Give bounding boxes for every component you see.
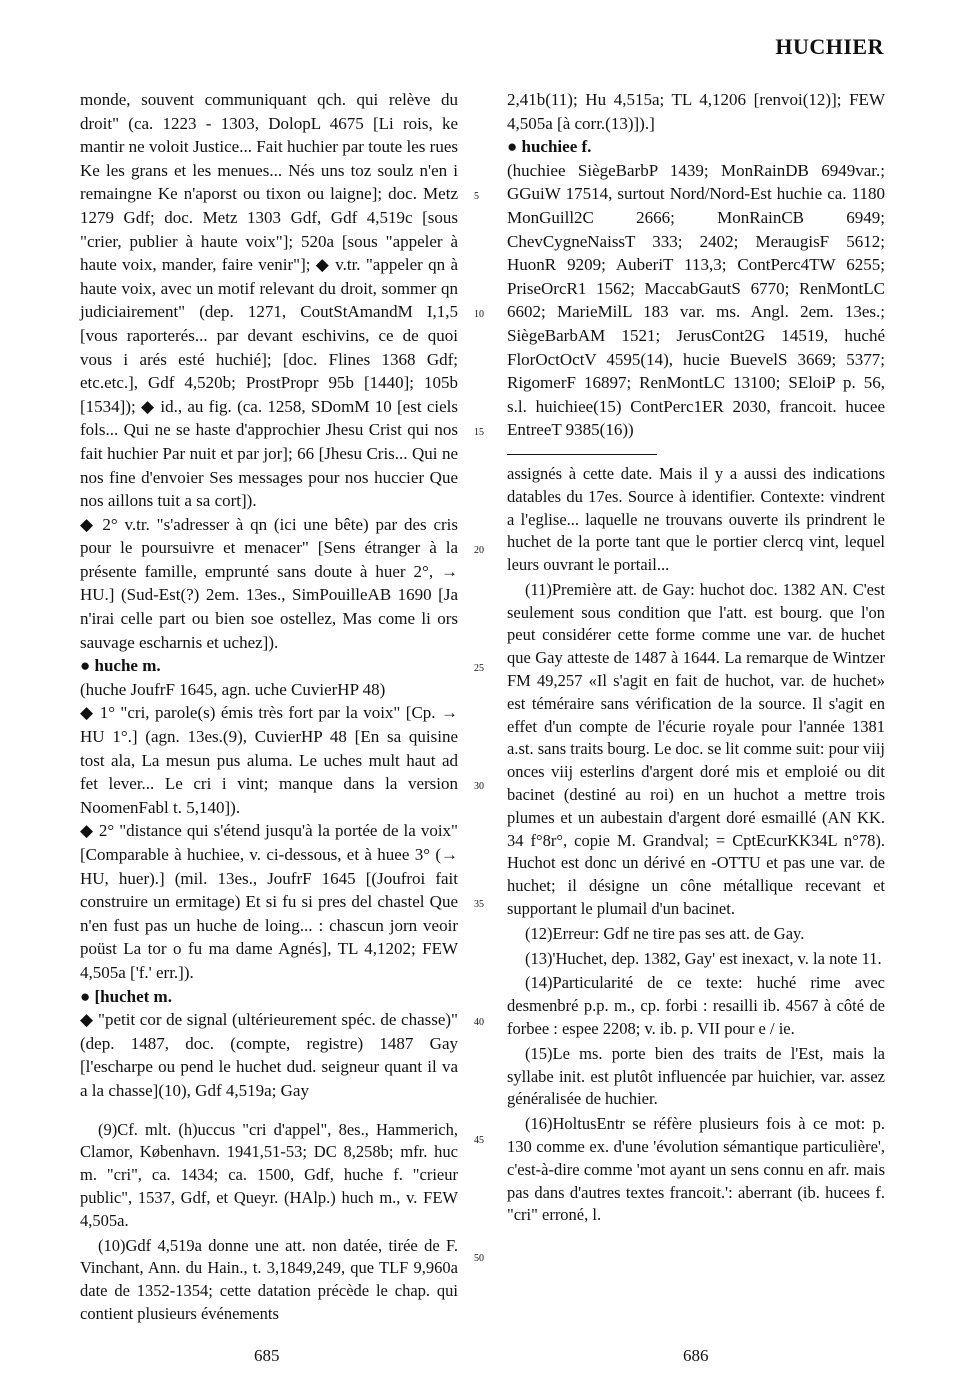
- right-column: [507, 88, 885, 1229]
- line-number: 50: [474, 1253, 484, 1264]
- paragraph: ◆ 2° "distance qui s'étend jusqu'à la portée de la voix" [Comparable à huchiee, v. ci-dessous, et à huee 3° (→ HU, huer).] (mil. 13es., JoufrF 1645 [(Joufroi fait construire un ermitage) Et si fu si pres del chastel Que n'en fust pas un huche de loing... : chascun jorn veoir poüst La tor o fu ma dame Agnés], TL 4,1202; FEW 4,505a ['f.' err.]).: [80, 821, 458, 982]
- paragraph: (huche JoufrF 1645, agn. uche CuvierHP 48): [80, 679, 386, 699]
- lemma-heading: ● [huchet m.: [80, 986, 172, 1006]
- line-number: 40: [474, 1017, 484, 1028]
- footnote: assignés à cette date. Mais il y a aussi des indications datables du 17es. Source à identifier. Contexte: vindrent a l'eglise... laquelle ne trouvans ouverte ils prindrent le huchet de la porte tant que le portier clercq vint, lequel leurs ouvrant le portail...: [507, 463, 885, 575]
- page-number-left: 685: [254, 1346, 280, 1365]
- lemma-heading: ● huche m.: [80, 656, 161, 676]
- footnotes-left: [80, 1119, 458, 1326]
- running-head: HUCHIER: [775, 34, 884, 59]
- footnote: (9)Cf. mlt. (h)uccus "cri d'appel", 8es., Hammerich, Clamor, København. 1941,51-53; DC 8,258b; mfr. huc m. "cri", ca. 1434; ca. 1500, Gdf, huche f. "crieur public", 1537, Gdf, et Queyr. (HAlp.) huch m., v. FEW 4,505a.: [80, 1119, 458, 1230]
- footnote: (12)Erreur: Gdf ne tire pas ses att. de Gay.: [525, 923, 805, 943]
- line-number: 30: [474, 781, 484, 792]
- line-number: 15: [474, 427, 484, 438]
- footnote: (15)Le ms. porte bien des traits de l'Est, mais la syllabe init. est plutôt influencée par huichier, var. assez généralisée de huchier.: [507, 1043, 885, 1109]
- footnote: (16)HoltusEntr se réfère plusieurs fois à ce mot: p. 130 comme ex. d'une 'évolution sémantique particulière', c'est-à-dire comme 'mot ayant un sens connu en afr. mais pas dans d'autres textes francoit.': aberrant (ib. hucees f. "cri" erroné, l.: [507, 1114, 885, 1225]
- paragraph: ◆ 1° "cri, parole(s) émis très fort par la voix" [Cp. → HU 1°.] (agn. 13es.(9), CuvierHP 48 [En sa quisine tost ala, La mesun pus aluma. Le uches mult haut ad fet lever... Le cri i vint; manque dans la version NoomenFabl t. 5,140]).: [80, 703, 458, 817]
- paragraph: ◆ "petit cor de signal (ultérieurement spéc. de chasse)" (dep. 1487, doc. (compte, registre) 1487 Gay [l'escharpe ou pend le huchet dud. seigneur quant il va a la chasse](10), Gdf 4,519a; Gay: [80, 1010, 458, 1100]
- paragraph: (huchiee SiègeBarbP 1439; MonRainDB 6949var.; GGuiW 17514, surtout Nord/Nord-Est huchie ca. 1180 MonGuill2C 2666; MonRainCB 6949; ChevCygneNaissT 333; 2402; MeraugisF 5612; HuonR 9209; AuberiT 113,3; ContPerc4TW 6255; PriseOrcR1 1562; MaccabGautS 6770; RenMontLC 6602; MarieMilL 183 var. ms. Angl. 2em. 13es.; SiègeBarbAM 1521; JerusCont2G 14519, huché FlorOctOctV 4595(14), hucie BuevelS 3669; 5377; RigomerF 16897; RenMontLC 13100; SEloiP p. 56, s.l. huichiee(15) ContPerc1ER 2030, francoit. hucee EntreeT 9385(16)): [507, 160, 885, 440]
- line-number: 20: [474, 545, 484, 556]
- line-number: 45: [474, 1135, 484, 1146]
- footnote: (14)Particularité de ce texte: huché rime avec desmenbré p.p. m., cp. forbi : resailli ib. 4567 à côté de forbee : espee 2208; v. ib. p. VII pour e / ie.: [507, 973, 885, 1039]
- paragraph: monde, souvent communiquant qch. qui relève du droit" (ca. 1223 - 1303, DolopL 4675 [Li rois, ke mantir ne voloit Justice... Fait huchier par toute les rues Ke les grans et les menues... Nés uns toz soulz n'en i remaingne Ke n'aporst ou tixon ou laigne]; doc. Metz 1279 Gdf; doc. Metz 1303 Gdf, Gdf 4,519c [sous "crier, publier à haute voix"]; 520a [sous "appeler à haute voix, mander, faire venir"]; ◆ v.tr. "appeler qn à haute voix, avec un motif relevant du droit, sommer qn judiciairement" (dep. 1271, CoutStAmandM I,1,5 [vous raporterés... par devant eschivins, ce de quoi vous i arés esté huchié]; [doc. Flines 1368 Gdf; etc.etc.], Gdf 4,520b; ProstPropr 95b [1440]; 105b [1534]); ◆ id., au fig. (ca. 1258, SDomM 10 [est ciels fols... Qui ne se haste d'approchier Jhesu Crist qui nos fait huchier Par nuit et par jor]; 66 [Jhesu Cris... Qui ne nos fine d'envoier Ses messages pour nos huccier Que nos aillons tuit a sa cort]).: [80, 90, 458, 511]
- footnote: (13)'Huchet, dep. 1382, Gay' est inexact, v. la note 11.: [525, 948, 882, 968]
- footnotes-right: [507, 463, 885, 1227]
- line-number: 5: [474, 191, 479, 202]
- paragraph: ◆ 2° v.tr. "s'adresser à qn (ici une bête) par des cris pour le poursuivre et menacer" [Sens étranger à la présente famille, emprunté sans doute à huer 2°, → HU.] (Sud-Est(?) 2em. 13es., SimPouilleAB 1690 [Ja n'irai celle part ou bien soe ostellez, Mas come li ors sauvage escharnis et uchez]).: [80, 514, 458, 652]
- footnote: (10)Gdf 4,519a donne une att. non datée, tirée de F. Vinchant, Ann. du Hain., t. 3,1849,249, que TLF 9,960a date de 1352-1354; cette datation précède le chap. qui contient plusieurs événements: [80, 1235, 458, 1323]
- left-column: [80, 88, 458, 1328]
- footnote: (11)Première att. de Gay: huchot doc. 1382 AN. C'est seulement sous condition que l'att. est bourg. que l'on peut considérer cette forme comme une var. de huchet que Gay atteste de 1487 à 1644. La remarque de Wintzer FM 49,257 «Il s'agit en fait de huchot, var. de huchet» est téméraire sans vérification de la source. Il s'agit en effet d'un compte de l'écurie royale pour l'année 1381 a.st. sans traits bourg. Le doc. se lit comme suit: pour viij onces viij esterlins d'argent doré mis et emploié ou dit bacinet (destiné au roi) en un huchot a mettre trois plumes et un aubestain d'argent doré esmaillé (AN KK. 34 f°8r°, copie M. Grandval; = CptEcurKK34L n°78). Huchot est donc un dérivé en -OTTU et pas une var. de huchet; il désigne un cône métallique recevant et supportant le plumail d'un bacinet.: [507, 579, 885, 919]
- paragraph: 2,41b(11); Hu 4,515a; TL 4,1206 [renvoi(12)]; FEW 4,505a [à corr.(13)]).]: [507, 90, 885, 133]
- line-number: 10: [474, 309, 484, 320]
- line-number: 35: [474, 899, 484, 910]
- footnote-rule: [507, 454, 657, 455]
- page-number-right: 686: [683, 1346, 709, 1365]
- line-number: 25: [474, 663, 484, 674]
- lemma-heading: ● huchiee f.: [507, 137, 592, 157]
